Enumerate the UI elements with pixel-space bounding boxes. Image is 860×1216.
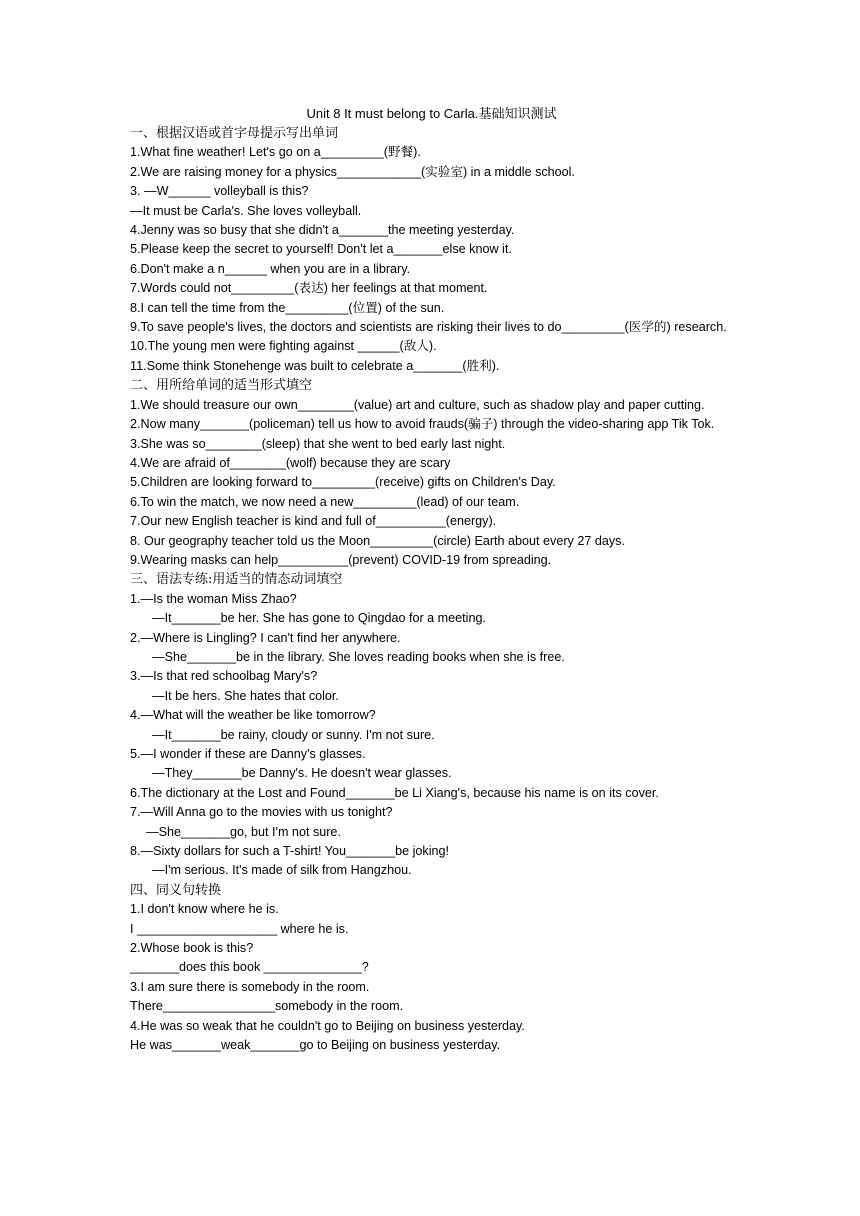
exercise-line: 8.—Sixty dollars for such a T-shirt! You_______be joking! <box>130 844 449 859</box>
exercise-line: —It must be Carla's. She loves volleyball. <box>130 203 362 218</box>
section-heading-4: 四、同义句转换 <box>130 882 222 898</box>
exercise-line: 11.Some think Stonehenge was built to celebrate a_______(胜利). <box>130 358 500 373</box>
exercise-line: 2.—Where is Lingling? I can't find her anywhere. <box>130 630 401 645</box>
exercise-line: He was_______weak_______go to Beijing on business yesterday. <box>130 1038 501 1053</box>
exercise-line: 2.We are raising money for a physics____________(实验室) in a middle school. <box>130 164 575 179</box>
exercise-line: 10.The young men were fighting against ______(敌人). <box>130 339 437 354</box>
exercise-line: 5.Children are looking forward to_________(receive) gifts on Children's Day. <box>130 475 556 490</box>
exercise-line: 4.Jenny was so busy that she didn't a_______the meeting yesterday. <box>130 223 515 238</box>
exercise-line: 5.Please keep the secret to yourself! Don't let a_______else know it. <box>130 242 512 257</box>
exercise-line: 5.—I wonder if these are Danny's glasses. <box>130 747 366 761</box>
exercise-line: 9.Wearing masks can help__________(prevent) COVID-19 from spreading. <box>130 552 552 567</box>
exercise-line: 2.Whose book is this? <box>130 941 254 956</box>
exercise-line: I ____________________ where he is. <box>130 921 349 936</box>
exercise-line: 2.Now many_______(policeman) tell us how to avoid frauds(骗子) through the video-sharing app Tik Tok. <box>130 417 715 432</box>
worksheet <box>130 104 733 1056</box>
exercise-line: There________________somebody in the room. <box>130 999 404 1014</box>
exercise-line: 8.I can tell the time from the_________(位置) of the sun. <box>130 300 445 315</box>
exercise-line: 3.—Is that red schoolbag Mary's? <box>130 669 318 684</box>
exercise-line: 3.I am sure there is somebody in the room. <box>130 979 370 994</box>
answer-line: —It_______be rainy, cloudy or sunny. I'm not sure. <box>152 727 435 742</box>
answer-line: —It_______be her. She has gone to Qingdao for a meeting. <box>152 611 486 626</box>
exercise-line: 6.The dictionary at the Lost and Found_______be Li Xiang's, because his name is on its cover. <box>130 785 659 800</box>
page-title: Unit 8 It must belong to Carla.基础知识测试 <box>306 106 557 121</box>
answer-line: —She_______be in the library. She loves reading books when she is free. <box>152 649 565 664</box>
answer-line: —I'm serious. It's made of silk from Hangzhou. <box>152 863 412 878</box>
exercise-line: 9.To save people's lives, the doctors and scientists are risking their lives to do_________(医学的) research. <box>130 320 727 335</box>
exercise-line: 1.I don't know where he is. <box>130 902 279 917</box>
exercise-line: 3. —W______ volleyball is this? <box>130 184 309 199</box>
exercise-line: 1.What fine weather! Let's go on a_________(野餐). <box>130 145 421 160</box>
exercise-line: 7.Our new English teacher is kind and full of__________(energy). <box>130 514 497 529</box>
section-heading-1: 一、根据汉语或首字母提示写出单词 <box>130 126 339 141</box>
exercise-line: 7.—Will Anna go to the movies with us tonight? <box>130 805 393 820</box>
exercise-line: 3.She was so________(sleep) that she went to bed early last night. <box>130 436 506 451</box>
exercise-line: 1.We should treasure our own________(value) art and culture, such as shadow play and paper cutting. <box>130 397 705 412</box>
section-heading-2: 二、用所给单词的适当形式填空 <box>130 378 313 394</box>
exercise-line: 4.We are afraid of________(wolf) because they are scary <box>130 455 451 470</box>
exercise-line: 7.Words could not_________(表达) her feelings at that moment. <box>130 281 488 296</box>
answer-line: —They_______be Danny's. He doesn't wear glasses. <box>152 766 452 781</box>
answer-line: —It be hers. She hates that color. <box>152 688 339 703</box>
exercise-line: 6.Don't make a n______ when you are in a library. <box>130 261 411 276</box>
exercise-line: 4.He was so weak that he couldn't go to Beijing on business yesterday. <box>130 1018 525 1033</box>
exercise-line: _______does this book ______________? <box>130 960 369 975</box>
exercise-line: 1.—Is the woman Miss Zhao? <box>130 591 297 606</box>
exercise-line: 4.—What will the weather be like tomorrow? <box>130 708 376 723</box>
answer-line: —She_______go, but I'm not sure. <box>146 824 341 839</box>
section-heading-3: 三、语法专练:用适当的情态动词填空 <box>130 572 343 588</box>
exercise-line: 8. Our geography teacher told us the Moon_________(circle) Earth about every 27 days. <box>130 533 625 548</box>
exercise-line: 6.To win the match, we now need a new_________(lead) of our team. <box>130 494 520 509</box>
